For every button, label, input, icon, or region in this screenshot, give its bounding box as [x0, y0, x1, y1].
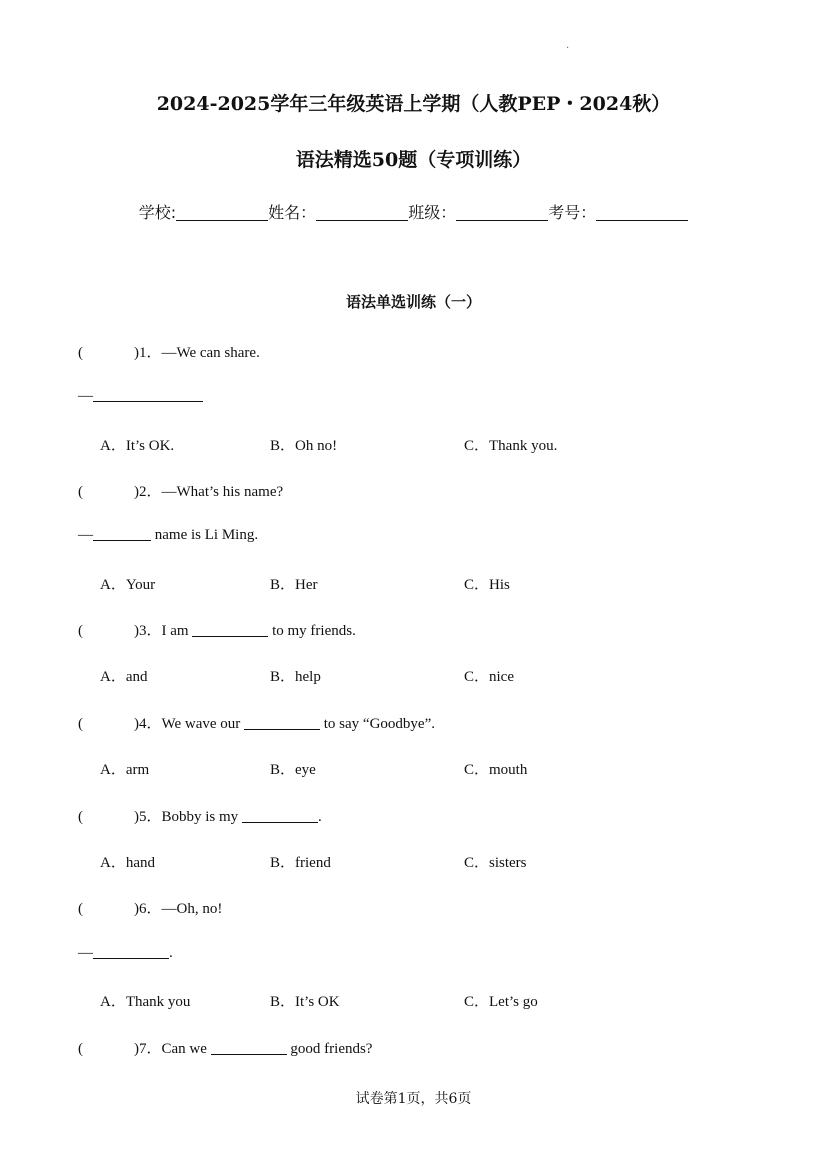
question-3-number: )3．	[134, 623, 162, 639]
question-2-paren: (	[78, 484, 83, 500]
school-field[interactable]	[176, 204, 268, 221]
question-5-option-b[interactable]: B．friend	[270, 855, 331, 871]
question-6-answer-suffix: .	[169, 945, 173, 961]
exam-title: 2024-2025学年三年级英语上学期（人教PEP・2024秋）	[156, 93, 671, 115]
question-7-stem-after: good friends?	[286, 1041, 373, 1057]
name-label: 姓名：	[268, 203, 317, 222]
question-3	[78, 619, 356, 640]
question-4-number: )4．	[134, 716, 162, 732]
question-2	[78, 480, 283, 501]
question-1-option-b[interactable]: B．Oh no!	[270, 438, 338, 454]
question-6-answer-line	[78, 944, 173, 962]
question-1-answer-prefix: —	[78, 388, 93, 404]
question-3-blank[interactable]	[192, 622, 268, 637]
question-1-paren: (	[78, 345, 83, 361]
school-label: 学校:	[138, 203, 177, 222]
question-1-option-a[interactable]: A．It’s OK.	[100, 438, 175, 454]
question-4	[78, 712, 435, 733]
question-5-stem-after: .	[317, 809, 322, 825]
question-3-paren: (	[78, 623, 83, 639]
page-footer: 试卷第1页，共6页	[355, 1091, 472, 1107]
question-1-number: )1．	[134, 345, 162, 361]
question-7-stem-before: Can we	[161, 1041, 211, 1057]
question-7-blank[interactable]	[211, 1040, 287, 1055]
question-3-stem-after: to my friends.	[268, 623, 356, 639]
question-1-blank[interactable]	[93, 387, 203, 402]
question-4-option-b[interactable]: B．eye	[270, 762, 316, 778]
question-5-number: )5．	[134, 809, 162, 825]
question-5-option-c[interactable]: C．sisters	[464, 855, 527, 871]
question-6-answer-prefix: —	[78, 945, 93, 961]
question-5-option-a[interactable]: A．hand	[100, 855, 155, 871]
question-1-answer-line	[78, 387, 203, 405]
question-4-stem-before: We wave our	[161, 716, 245, 732]
question-6-stem: —Oh, no!	[161, 901, 223, 917]
student-info-row	[0, 200, 827, 223]
question-2-option-a[interactable]: A．Your	[100, 577, 156, 593]
question-5-paren: (	[78, 809, 83, 825]
class-field[interactable]	[456, 204, 548, 221]
question-6-option-c[interactable]: C．Let’s go	[464, 994, 538, 1010]
name-field[interactable]	[316, 204, 408, 221]
question-2-answer-suffix: name is Li Ming.	[151, 527, 259, 543]
question-5	[78, 805, 322, 826]
question-2-option-b[interactable]: B．Her	[270, 577, 318, 593]
question-2-stem: —What’s his name?	[161, 484, 284, 500]
question-3-option-c[interactable]: C．nice	[464, 669, 514, 685]
question-2-answer-line	[78, 526, 258, 544]
question-7-paren: (	[78, 1041, 83, 1057]
question-1-stem: —We can share.	[161, 345, 260, 361]
question-4-stem-after: to say “Goodbye”.	[320, 716, 435, 732]
question-4-option-a[interactable]: A．arm	[100, 762, 150, 778]
question-3-option-b[interactable]: B．help	[270, 669, 321, 685]
question-6-paren: (	[78, 901, 83, 917]
question-7	[78, 1037, 372, 1058]
question-4-option-c[interactable]: C．mouth	[464, 762, 528, 778]
exam-subtitle: 语法精选50题（专项训练）	[295, 149, 532, 171]
question-2-option-c[interactable]: C．His	[464, 577, 510, 593]
question-7-number: )7．	[134, 1041, 162, 1057]
question-6	[78, 897, 222, 918]
question-6-blank[interactable]	[93, 944, 169, 959]
question-6-option-b[interactable]: B．It’s OK	[270, 994, 340, 1010]
question-2-answer-prefix: —	[78, 527, 93, 543]
exam-number-field[interactable]	[596, 204, 688, 221]
question-3-stem-before: I am	[161, 623, 193, 639]
question-6-option-a[interactable]: A．Thank you	[100, 994, 191, 1010]
class-label: 班级：	[408, 203, 457, 222]
question-5-stem-before: Bobby is my	[161, 809, 242, 825]
question-1-option-c[interactable]: C．Thank you.	[464, 438, 558, 454]
question-4-paren: (	[78, 716, 83, 732]
question-2-blank[interactable]	[93, 526, 151, 541]
question-2-number: )2．	[134, 484, 162, 500]
question-4-blank[interactable]	[244, 715, 320, 730]
question-1	[78, 341, 260, 362]
corner-dot: .	[566, 40, 570, 51]
question-5-blank[interactable]	[242, 808, 318, 823]
section-title: 语法单选训练（一）	[345, 293, 481, 311]
question-3-option-a[interactable]: A．and	[100, 669, 148, 685]
question-6-number: )6．	[134, 901, 162, 917]
exam-number-label: 考号：	[548, 203, 597, 222]
